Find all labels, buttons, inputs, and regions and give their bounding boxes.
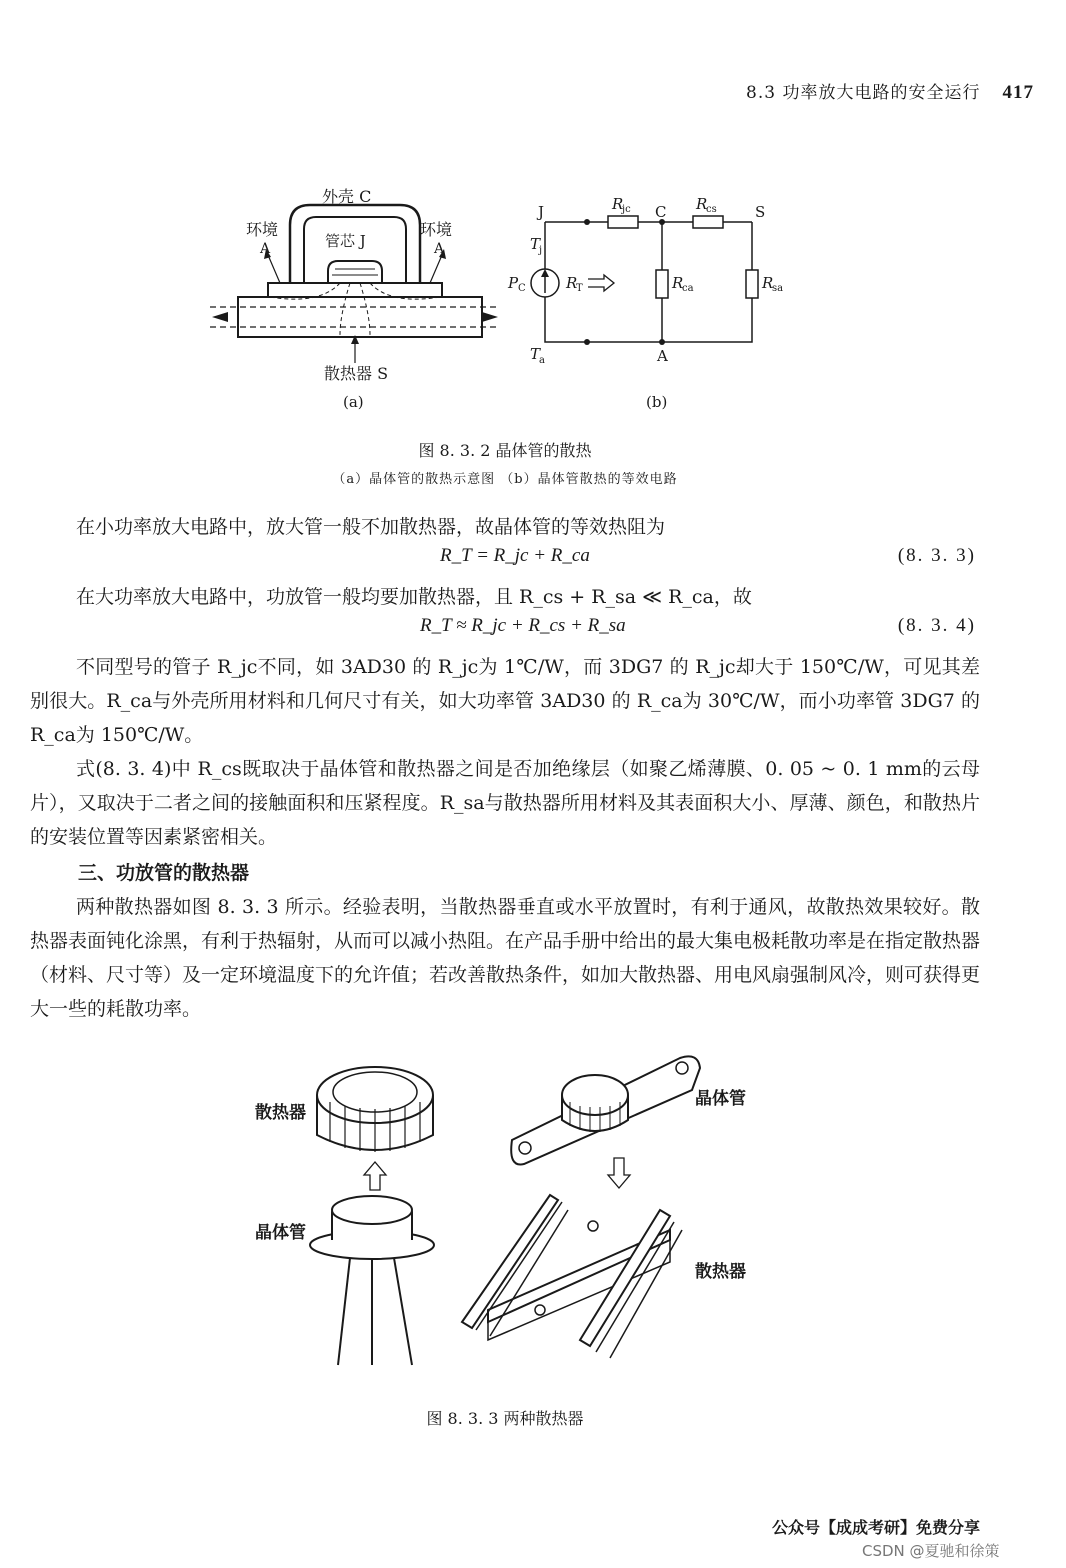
rt-sub: T xyxy=(576,283,583,294)
env-right-letter: A xyxy=(434,241,445,257)
rjc-sub: jc xyxy=(622,204,631,215)
left-transistor-label: 晶体管 xyxy=(255,1223,306,1243)
paragraph-3-text: 不同型号的管子 R_jc不同，如 3AD30 的 R_jc为 1℃/W，而 3DG7 的 R_jc却大于 150℃/W，可见其差别很大。R_ca与外壳所用材料和几何尺寸有关，如大功率管 3AD30 的 R_ca为 30℃/W，而小功率管 3DG7 的 R_ca为 150℃/W。 xyxy=(30,656,980,746)
extruded-heatsink-drawing xyxy=(462,1195,682,1358)
node-a-label: A xyxy=(657,347,668,365)
right-sink-label: 散热器 xyxy=(695,1262,746,1282)
paragraph-4-text: 式(8. 3. 4)中 R_cs既取决于晶体管和散热器之间是否加绝缘层（如聚乙烯薄膜、0. 05 ~ 0. 1 mm的云母片），又取决于二者之间的接触面积和压紧程度。R_sa与散热器所用材料及其表面积大小、厚薄、颜色，和散热片的安装位置等因素紧密相关。 xyxy=(30,758,980,848)
env-right-label: 环境 xyxy=(420,220,453,239)
rsa-label: R xyxy=(762,274,774,292)
rcs-label: R xyxy=(696,195,708,213)
ta-label: T xyxy=(530,345,541,363)
right-transistor-label: 晶体管 xyxy=(695,1089,746,1109)
node-c-label: C xyxy=(655,203,667,221)
node-j-label: J xyxy=(538,203,545,221)
tj-label: T xyxy=(530,235,541,253)
figure-833-diagram xyxy=(250,1040,780,1380)
small-transistor-drawing xyxy=(310,1196,434,1365)
env-left-label: 环境 xyxy=(246,220,279,239)
sink-label: 散热器 S xyxy=(324,364,389,383)
shell-label: 外壳 C xyxy=(322,187,372,206)
rjc-label: R xyxy=(612,195,624,213)
equation-833 xyxy=(440,545,590,567)
star-heatsink-drawing xyxy=(317,1067,433,1152)
paragraph-2 xyxy=(30,580,980,614)
power-transistor-drawing xyxy=(511,1056,700,1164)
equation-834-text: R_T ≈ R_jc + R_cs + R_sa xyxy=(420,615,626,636)
pc-label: P xyxy=(508,274,519,292)
left-sink-label: 散热器 xyxy=(255,1103,306,1123)
rca-sub: ca xyxy=(682,283,694,294)
env-left-letter: A xyxy=(260,241,271,257)
section-heading: 三、功放管的散热器 xyxy=(78,862,250,884)
footer-note: 公众号【成成考研】免费分享 xyxy=(772,1518,981,1537)
paragraph-5-text: 两种散热器如图 8. 3. 3 所示。经验表明，当散热器垂直或水平放置时，有利于通风，故散热效果较好。散热器表面钝化涂黑，有利于热辐射，从而可以减小热阻。在产品手册中给出的最大集电极耗散功率是在指定散热器（材料、尺寸等）及一定环境温度下的允许值；若改善散热条件，如加大散热器、用电风扇强制风冷，则可获得更大一些的耗散功率。 xyxy=(30,896,981,1020)
figure-832-caption: 图 8. 3. 2 晶体管的散热 xyxy=(418,441,592,460)
rt-label: R xyxy=(566,274,578,292)
equation-833-text: R_T = R_jc + R_ca xyxy=(440,545,590,566)
equation-833-number: (8. 3. 3) xyxy=(897,545,976,566)
rcs-sub: cs xyxy=(706,204,717,215)
rsa-sub: sa xyxy=(772,283,784,294)
figure-833-caption: 图 8. 3. 3 两种散热器 xyxy=(426,1409,584,1428)
section-title: 8.3 功率放大电路的安全运行 xyxy=(746,83,981,103)
tj-sub: j xyxy=(539,245,543,256)
pc-sub: C xyxy=(518,283,526,294)
figure-832a-diagram xyxy=(210,185,510,420)
running-header xyxy=(746,78,1034,104)
paragraph-4 xyxy=(30,752,980,854)
figure-832-subcaption: （a）晶体管的散热示意图 （b）晶体管散热的等效电路 xyxy=(332,472,678,487)
paragraph-1-text: 在小功率放大电路中，放大管一般不加散热器，故晶体管的等效热阻为 xyxy=(76,516,666,538)
paragraph-1 xyxy=(30,510,980,544)
rca-label: R xyxy=(672,274,684,292)
node-s-label: S xyxy=(755,203,766,221)
ta-sub: a xyxy=(539,355,545,366)
equation-834 xyxy=(420,615,626,637)
sublabel-a: (a) xyxy=(343,393,364,411)
sublabel-b: (b) xyxy=(646,393,668,411)
paragraph-2-text: 在大功率放大电路中，功放管一般均要加散热器，且 R_cs + R_sa ≪ R_ca，故 xyxy=(76,586,752,608)
core-label: 管芯 J xyxy=(325,232,366,250)
equation-834-number: (8. 3. 4) xyxy=(897,615,976,636)
paragraph-3 xyxy=(30,650,980,752)
paragraph-5 xyxy=(30,890,980,1026)
figure-832b-circuit xyxy=(500,195,800,420)
watermark: CSDN @夏驰和徐策 xyxy=(862,1542,1000,1560)
page-number: 417 xyxy=(1002,82,1034,103)
